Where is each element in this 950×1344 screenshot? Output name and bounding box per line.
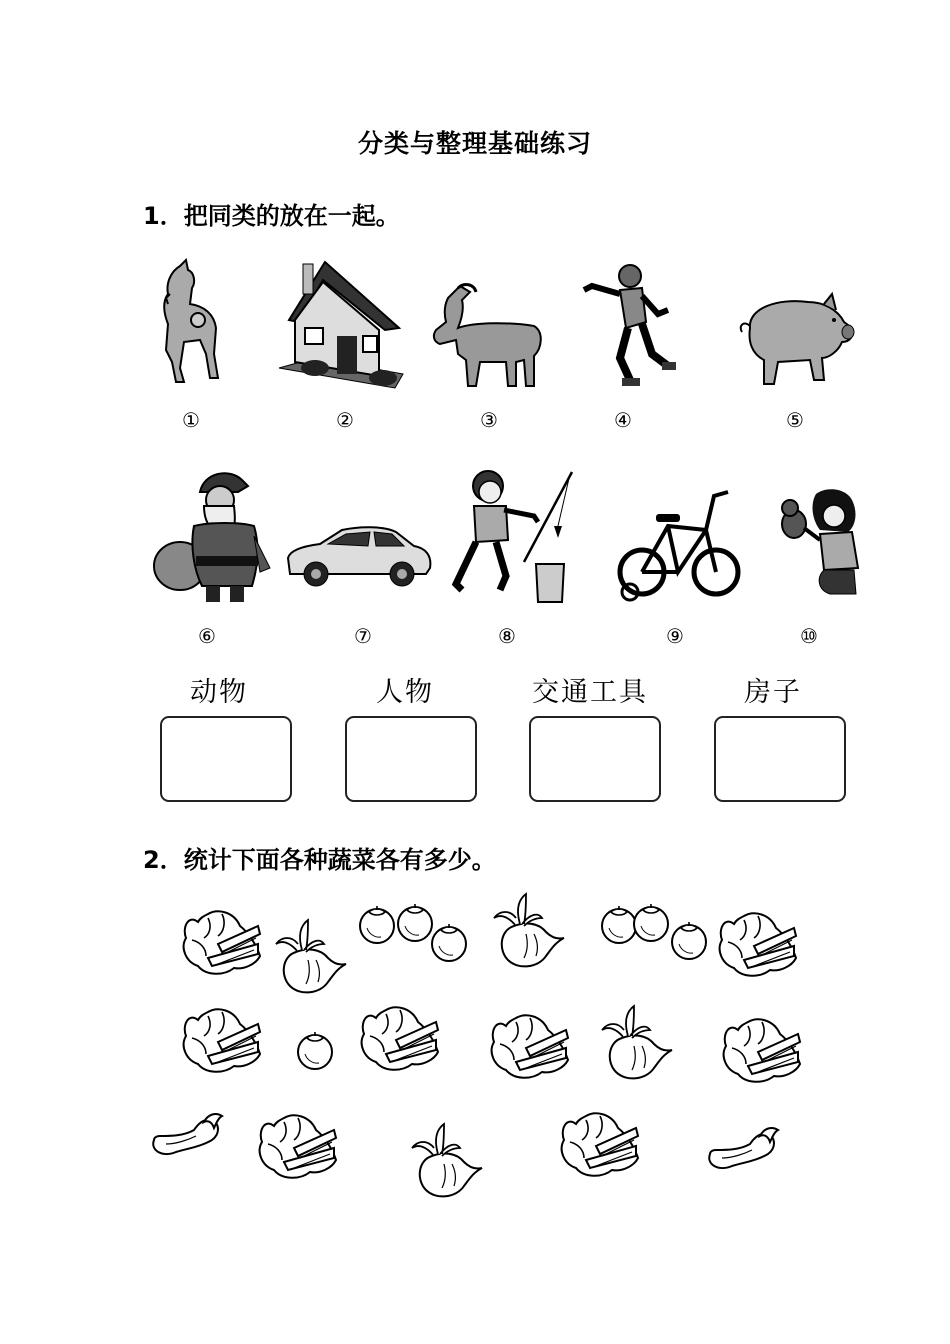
question-2: 2．统计下面各种蔬菜各有多少。 — [143, 846, 496, 874]
answer-box-houses[interactable] — [714, 716, 846, 802]
car-picture — [284, 522, 434, 590]
radish-icon — [268, 914, 358, 1000]
cabbage-icon — [356, 1000, 442, 1076]
tomato-icon — [668, 920, 710, 962]
category-label-houses: 房子 — [744, 677, 802, 708]
boy-fishing-picture — [446, 466, 576, 606]
answer-box-people[interactable] — [345, 716, 477, 802]
house-picture — [275, 258, 407, 393]
horse-picture — [150, 258, 230, 388]
eggplant-icon — [146, 1110, 226, 1160]
picture-number-9: ⑨ — [666, 624, 684, 648]
picture-number-7: ⑦ — [354, 624, 372, 648]
radish-icon — [404, 1118, 494, 1204]
picture-number-8: ⑧ — [498, 624, 516, 648]
question-1: 1．把同类的放在一起。 — [143, 202, 400, 230]
tomato-icon — [356, 904, 398, 946]
radish-icon — [486, 888, 576, 974]
category-label-animals: 动物 — [190, 677, 248, 708]
page-title: 分类与整理基础练习 — [357, 129, 592, 158]
answer-box-transport[interactable] — [529, 716, 661, 802]
cabbage-icon — [178, 1002, 264, 1078]
cabbage-icon — [714, 906, 800, 982]
roller-skater-picture — [580, 262, 680, 394]
cabbage-icon — [556, 1106, 642, 1182]
picture-number-2: ② — [336, 408, 354, 432]
cabbage-icon — [718, 1012, 804, 1088]
picture-number-10: ⑩ — [800, 624, 818, 648]
tomato-icon — [428, 922, 470, 964]
tomato-icon — [630, 902, 672, 944]
santa-picture — [150, 466, 272, 606]
cabbage-icon — [254, 1108, 340, 1184]
answer-box-animals[interactable] — [160, 716, 292, 802]
picture-number-5: ⑤ — [786, 408, 804, 432]
picture-number-4: ④ — [614, 408, 632, 432]
bicycle-picture — [616, 486, 744, 604]
picture-number-3: ③ — [480, 408, 498, 432]
tomato-icon — [294, 1030, 336, 1072]
picture-number-6: ⑥ — [198, 624, 216, 648]
eggplant-icon — [702, 1124, 782, 1174]
goat-picture — [430, 282, 548, 390]
category-label-people: 人物 — [376, 677, 434, 708]
pig-picture — [738, 288, 856, 388]
cabbage-icon — [178, 904, 264, 980]
girl-with-toy-picture — [776, 486, 866, 604]
radish-icon — [594, 1000, 684, 1086]
cabbage-icon — [486, 1008, 572, 1084]
picture-number-1: ① — [182, 408, 200, 432]
category-label-transport: 交通工具 — [532, 677, 648, 708]
